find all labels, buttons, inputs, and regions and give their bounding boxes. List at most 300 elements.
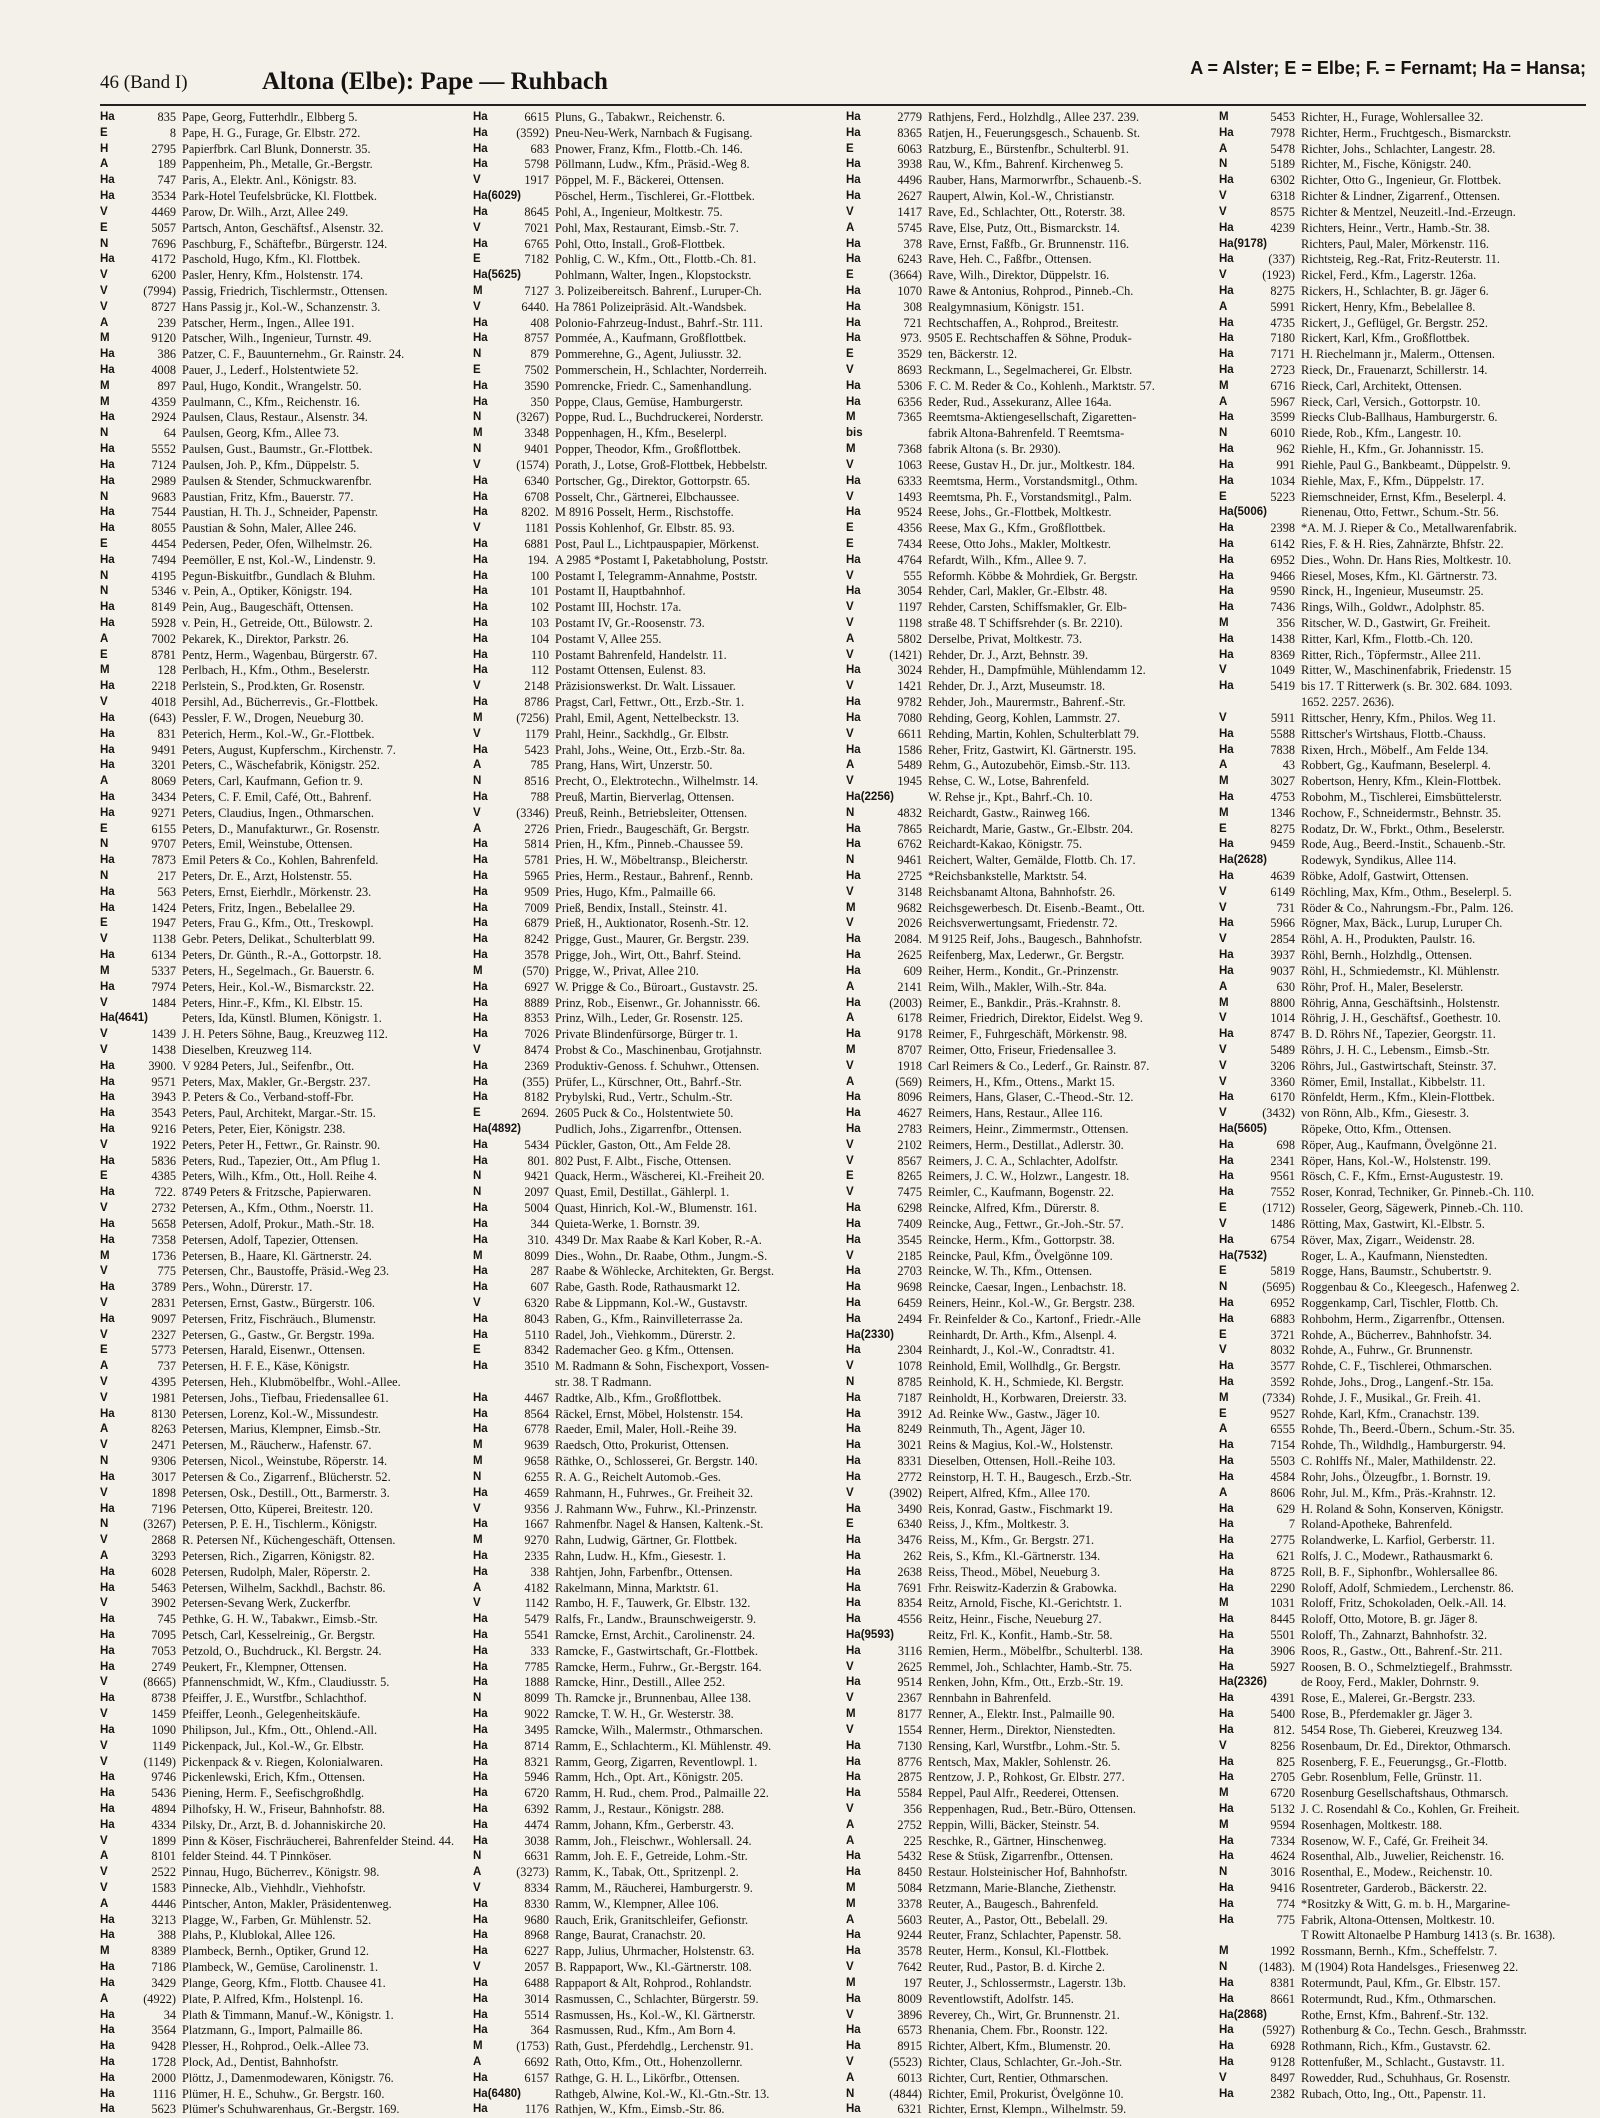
entry-text: Petersen, Chr., Baustoffe, Präsid.-Weg 23. — [182, 1264, 390, 1279]
entry-text: Raedsch, Otto, Prokurist, Ottensen. — [555, 1438, 729, 1453]
phone-number: 6340 — [897, 1517, 922, 1532]
entry-text: Reichsgewerbesch. Dt. Eisenb.-Beamt., Ott. — [928, 900, 1145, 915]
phone-number: 6298 — [897, 1201, 922, 1216]
phone-number: 4195 — [151, 568, 176, 583]
entry-text: Renner, A., Elektr. Inst., Palmaille 90. — [928, 1707, 1115, 1722]
phone-number: 262 — [903, 1548, 922, 1563]
exchange-code: Ha — [473, 980, 488, 993]
exchange-code: A — [846, 1834, 855, 1847]
exchange-code: Ha — [1219, 1470, 1234, 1483]
entry-text: Peters, H., Segelmach., Gr. Bauerstr. 6. — [182, 963, 375, 978]
directory-entry — [1219, 616, 1586, 632]
directory-entry — [1219, 1438, 1586, 1454]
directory-entry — [846, 1644, 1213, 1660]
directory-entry — [1219, 1343, 1586, 1359]
exchange-code: Ha — [100, 1818, 115, 1831]
entry-text: Polonio-Fahrzeug-Indust., Bahrf.-Str. 111. — [555, 315, 763, 330]
entry-text: R. Petersen Nf., Küchengeschäft, Ottensen. — [182, 1533, 396, 1548]
phone-number: 7552 — [1270, 1185, 1295, 1200]
exchange-code: Ha — [846, 300, 861, 313]
directory-entry — [1219, 711, 1586, 727]
exchange-code: M — [473, 1534, 483, 1547]
directory-entry — [473, 1533, 840, 1549]
directory-entry — [1219, 1596, 1586, 1612]
entry-text: Raabe & Wöhlecke, Architekten, Gr. Bergst. — [555, 1264, 775, 1279]
entry-text: 2605 Puck & Co., Holstentwiete 50. — [555, 1106, 734, 1121]
directory-entry — [473, 632, 840, 648]
phone-number: 6170 — [1270, 1090, 1295, 1105]
phone-number: 217 — [157, 869, 176, 883]
phone-number: 7494 — [151, 552, 176, 567]
directory-entry — [100, 1628, 467, 1644]
entry-text: Roggenbau & Co., Kleegesch., Hafenweg 2. — [1301, 1280, 1520, 1295]
phone-number: 8707 — [897, 1042, 922, 1057]
entry-text: Patzer, C. F., Bauunternehm., Gr. Rainstr. 24. — [182, 347, 405, 362]
entry-text: Rademacher Geo. g Kfm., Ottensen. — [555, 1343, 734, 1358]
entry-text: Rau, W., Kfm., Bahrenf. Kirchenweg 5. — [928, 157, 1124, 172]
entry-text: Pluns, G., Tabakwr., Reichenstr. 6. — [555, 110, 726, 124]
entry-text: Ramm, Hch., Opt. Art., Königstr. 205. — [555, 1770, 744, 1785]
directory-entry — [1219, 916, 1586, 932]
exchange-code: Ha — [473, 205, 488, 218]
directory-entry — [473, 1976, 840, 1992]
exchange-code: Ha — [100, 2071, 115, 2084]
exchange-code: Ha — [1219, 1091, 1234, 1104]
directory-entry — [100, 2023, 467, 2039]
entry-text: Riesel, Moses, Kfm., Kl. Gärtnerstr. 73. — [1301, 568, 1498, 583]
directory-entry — [100, 837, 467, 853]
phone-number: 2783 — [897, 1122, 922, 1136]
exchange-code: Ha — [846, 696, 861, 709]
exchange-code: M — [100, 332, 110, 345]
exchange-code: Ha — [846, 1945, 861, 1958]
directory-entry — [846, 632, 1213, 648]
exchange-code: Ha — [100, 474, 115, 487]
exchange-code: Ha — [473, 1328, 488, 1341]
directory-entry — [1219, 1565, 1586, 1581]
phone-number: 2705 — [1270, 1770, 1295, 1785]
exchange-code: Ha — [1219, 1028, 1234, 1041]
phone-number: 8645 — [524, 204, 549, 219]
directory-entry — [1219, 110, 1586, 126]
exchange-code: Ha — [1219, 348, 1234, 361]
entry-text: Rickers, H., Schlachter, B. gr. Jäger 6. — [1301, 283, 1489, 298]
directory-entry — [846, 1755, 1213, 1771]
entry-text: Richtsteig, Reg.-Rat, Fritz-Reuterstr. 11. — [1301, 252, 1500, 267]
exchange-code: N — [100, 1455, 109, 1468]
page-number: 46 (Band I) — [100, 72, 188, 93]
entry-text: Rieck, Carl, Architekt, Ottensen. — [1301, 378, 1462, 393]
directory-entry — [846, 1691, 1213, 1707]
exchange-code: Ha — [100, 980, 115, 993]
directory-entry — [846, 727, 1213, 743]
exchange-code: E — [100, 648, 108, 661]
directory-entry — [846, 663, 1213, 679]
directory-entry — [473, 1059, 840, 1075]
phone-number — [1259, 1249, 1301, 1265]
entry-text: Roloff, Th., Zahnarzt, Bahnhofstr. 32. — [1301, 1628, 1488, 1642]
phone-number: 835 — [157, 110, 176, 124]
exchange-code: V — [100, 996, 108, 1009]
exchange-code: A — [100, 158, 109, 171]
exchange-code: Ha — [1219, 1186, 1234, 1199]
phone-number: 737 — [157, 1359, 176, 1374]
phone-number: 5798 — [524, 157, 549, 172]
entry-text: Peters, Paul, Architekt, Margar.-Str. 15. — [182, 1106, 376, 1121]
phone-number: 5419 — [1270, 679, 1295, 694]
directory-entry — [1219, 806, 1586, 822]
entry-text: Pries, Herm., Restaur., Bahrenf., Rennb. — [555, 869, 754, 883]
directory-entry — [100, 1976, 467, 1992]
exchange-code: Ha — [846, 1233, 861, 1246]
phone-number: 9746 — [151, 1770, 176, 1785]
phone-number — [1259, 853, 1301, 869]
exchange-code: E — [100, 822, 108, 835]
phone-number: 8738 — [151, 1691, 176, 1706]
phone-number: 197 — [903, 1975, 922, 1990]
directory-entry — [100, 410, 467, 426]
exchange-code: V — [473, 1502, 481, 1515]
exchange-code: M — [100, 964, 110, 977]
phone-number: 2290 — [1270, 1580, 1295, 1595]
phone-number: 8450 — [897, 1865, 922, 1880]
exchange-code: Ha — [1219, 458, 1234, 471]
directory-entry — [100, 173, 467, 189]
phone-number: 8330 — [524, 1896, 549, 1911]
exchange-code: V — [846, 775, 854, 788]
phone-number: 1728 — [151, 2054, 176, 2069]
phone-number: (3267) — [516, 410, 549, 425]
entry-text: Pasler, Henry, Kfm., Holstenstr. 174. — [182, 268, 364, 283]
directory-entry — [1219, 553, 1586, 569]
directory-entry — [100, 1549, 467, 1565]
exchange-code: Ha — [100, 1470, 115, 1483]
phone-number: 9037 — [1270, 963, 1295, 978]
exchange-code: V — [846, 648, 854, 661]
phone-number: 5004 — [524, 1201, 549, 1216]
entry-text: Plümer's Schuhwarenhaus, Gr.-Bergstr. 169. — [182, 2102, 400, 2117]
phone-number: 8786 — [524, 695, 549, 710]
directory-entry — [1219, 569, 1586, 585]
phone-number: 8354 — [897, 1596, 922, 1611]
exchange-code: Ha — [100, 1787, 115, 1800]
entry-text: Reinhold, Emil, Wollhdlg., Gr. Bergstr. — [928, 1359, 1121, 1374]
entry-text: H. Roland & Sohn, Konserven, Königstr. — [1301, 1501, 1504, 1516]
phone-number: 9683 — [151, 489, 176, 504]
phone-number: 8369 — [1270, 647, 1295, 662]
exchange-code: V — [100, 284, 108, 297]
exchange-code — [473, 1375, 513, 1391]
exchange-code: N — [473, 1692, 482, 1705]
entry-text: B. D. Röhrs Nf., Tapezier, Georgstr. 11. — [1301, 1027, 1496, 1042]
entry-text: Popper, Theodor, Kfm., Großflottbek. — [555, 442, 741, 457]
exchange-code: Ha — [1219, 2087, 1234, 2100]
exchange-code: E — [846, 1518, 854, 1531]
phone-number: 1417 — [897, 204, 922, 219]
exchange-code: Ha — [1219, 1755, 1234, 1768]
phone-number: 1197 — [897, 600, 922, 615]
directory-entry — [846, 347, 1213, 363]
phone-number: 2084. — [894, 932, 922, 947]
directory-entry — [1219, 632, 1586, 648]
exchange-code: Ha — [100, 443, 115, 456]
phone-number: 9421 — [524, 1169, 549, 1184]
entry-text: Petersen, Ernst, Gastw., Bürgerstr. 106. — [182, 1295, 375, 1310]
phone-number: 1486 — [1270, 1216, 1295, 1231]
entry-text: Post, Paul L., Lichtpauspapier, Mörkenst. — [555, 536, 760, 551]
phone-number: (7994) — [143, 283, 176, 298]
entry-text: Remien, Herm., Möbelfbr., Schulterbl. 138. — [928, 1643, 1143, 1658]
exchange-code: M — [100, 1249, 110, 1262]
phone-number: 2102 — [897, 1137, 922, 1152]
entry-text: Petersen, Heh., Klubmöbelfbr., Wohl.-Allee. — [182, 1375, 401, 1389]
directory-entry — [846, 1533, 1213, 1549]
phone-number: 2148 — [524, 679, 549, 694]
phone-number: 9466 — [1270, 568, 1295, 583]
phone-number: 9527 — [1270, 1406, 1295, 1421]
entry-text: Rentsch, Max, Makler, Sohlenstr. 26. — [928, 1754, 1111, 1769]
phone-number: 9416 — [1270, 1881, 1295, 1895]
entry-text: Plath & Timmann, Manuf.-W., Königstr. 1. — [182, 2007, 394, 2022]
phone-number: 3912 — [897, 1406, 922, 1421]
directory-entry — [100, 316, 467, 332]
entry-text: Poppe, Claus, Gemüse, Hamburgerstr. — [555, 394, 743, 409]
phone-number: 6720 — [524, 1786, 549, 1801]
exchange-code: N — [846, 806, 855, 819]
phone-number: 9428 — [151, 2039, 176, 2054]
directory-entry — [846, 300, 1213, 316]
directory-entry — [846, 2008, 1213, 2024]
directory-entry — [1219, 1454, 1586, 1470]
phone-number: 6142 — [1270, 536, 1295, 551]
phone-number: 8389 — [151, 1944, 176, 1959]
exchange-code: N — [100, 569, 109, 582]
exchange-code: Ha — [846, 506, 861, 519]
exchange-code: Ha — [1219, 949, 1234, 962]
entry-text: Reiss, M., Kfm., Gr. Bergstr. 271. — [928, 1533, 1095, 1548]
exchange-code: A — [846, 1913, 855, 1926]
directory-entry — [473, 379, 840, 395]
entry-text: Röhr, Prof. H., Maler, Beselerstr. — [1301, 979, 1464, 994]
directory-entry — [1219, 1786, 1586, 1802]
exchange-code: Ha — [100, 2055, 115, 2068]
entry-text: Rave, Ed., Schlachter, Ott., Roterstr. 38. — [928, 204, 1126, 219]
exchange-code: Ha — [1219, 1518, 1234, 1531]
phone-number: 801. — [527, 1153, 549, 1168]
entry-text: Plagge, W., Farben, Gr. Mühlenstr. 52. — [182, 1912, 372, 1927]
exchange-code: Ha — [846, 1929, 861, 1942]
phone-number: 3590 — [524, 378, 549, 393]
exchange-code: Ha — [100, 1565, 115, 1578]
exchange-code: Ha — [473, 506, 488, 519]
entry-text: Rapp, Julius, Uhrmacher, Holstenstr. 63. — [555, 1944, 755, 1959]
directory-entry — [473, 663, 840, 679]
directory-entry — [1219, 221, 1586, 237]
phone-number: 8567 — [897, 1153, 922, 1168]
directory-entry — [100, 347, 467, 363]
phone-number: 3476 — [897, 1533, 922, 1548]
directory-entry — [846, 1169, 1213, 1185]
phone-number: 7 — [1288, 1517, 1295, 1532]
entry-text: Rahmann, H., Fuhrwes., Gr. Freiheit 32. — [555, 1485, 754, 1500]
exchange-code: Ha — [846, 111, 861, 123]
phone-number: 1142 — [524, 1596, 549, 1611]
directory-entry — [100, 126, 467, 142]
phone-number: 7026 — [524, 1027, 549, 1042]
entry-text: Postamt I, Telegramm-Annahme, Poststr. — [555, 568, 758, 583]
exchange-code: V — [846, 1059, 854, 1072]
phone-number: 308 — [903, 299, 922, 314]
phone-number: 8725 — [1270, 1564, 1295, 1579]
phone-number: 4894 — [151, 1801, 176, 1816]
directory-entry — [100, 711, 467, 727]
exchange-code: E — [100, 917, 108, 930]
entry-text: J. Rahmann Ww., Fuhrw., Kl.-Prinzenstr. — [555, 1501, 758, 1516]
directory-entry — [846, 932, 1213, 948]
directory-entry — [473, 1328, 840, 1344]
directory-entry — [846, 1976, 1213, 1992]
entry-text: Plahs, P., Klublokal, Allee 126. — [182, 1928, 336, 1943]
phone-number: 5966 — [1270, 916, 1295, 931]
phone-number: 5814 — [524, 837, 549, 852]
phone-number: 338 — [530, 1564, 549, 1579]
directory-entry — [100, 237, 467, 253]
exchange-code: Ha — [846, 1296, 861, 1309]
exchange-code: Ha — [846, 1866, 861, 1879]
entry-text: Richter, Emil, Prokurist, Övelgönne 10. — [928, 2086, 1124, 2101]
entry-text: Rode, Aug., Beerd.-Instit., Schauenb.-Str. — [1301, 837, 1506, 852]
entry-text: Reemtsma-Aktiengesellschaft, Zigaretten- — [928, 410, 1137, 425]
entry-text: Pfeiffer, Leonh., Gelegenheitskäufe. — [182, 1707, 361, 1722]
entry-text: Ries, F. & H. Ries, Zahnärzte, Bhfstr. 22. — [1301, 536, 1504, 551]
phone-number: 3378 — [897, 1896, 922, 1911]
exchange-code: Ha — [1219, 1455, 1234, 1468]
directory-entry — [100, 553, 467, 569]
phone-number: 5501 — [1270, 1628, 1295, 1642]
entry-text: Rehder, Dr. J., Arzt, Behnstr. 39. — [928, 647, 1089, 662]
entry-text: Röhl, H., Schmiedemstr., Kl. Mühlenstr. — [1301, 963, 1500, 978]
directory-entry — [1219, 1992, 1586, 2008]
directory-entry — [473, 157, 840, 173]
entry-text: Pragst, Carl, Fettwr., Ott., Erzb.-Str. 1. — [555, 695, 745, 710]
entry-text: Petersen, G., Gastw., Gr. Bergstr. 199a. — [182, 1327, 375, 1342]
exchange-code: V — [100, 1391, 108, 1404]
directory-entry — [473, 316, 840, 332]
phone-number: 3116 — [897, 1643, 922, 1658]
phone-number: 6631 — [524, 1849, 549, 1864]
entry-text: Prigge, Joh., Wirt, Ott., Bahrf. Steind. — [555, 948, 742, 963]
phone-number: 3014 — [524, 1991, 549, 2006]
exchange-code: A — [100, 1549, 109, 1562]
phone-number: 3578 — [897, 1944, 922, 1959]
entry-text: Petersen, H. F. E., Käse, Königstr. — [182, 1359, 350, 1374]
entry-text: Ha 7861 Polizeipräsid. Alt.-Wandsbek. — [555, 299, 747, 314]
exchange-code: Ha — [100, 253, 115, 266]
exchange-code: V — [473, 300, 481, 313]
directory-entry — [846, 284, 1213, 300]
phone-number: 8606 — [1270, 1485, 1295, 1500]
entry-text: Prahl, Heinr., Sackhdlg., Gr. Elbstr. — [555, 726, 729, 741]
exchange-code: E — [100, 1170, 108, 1183]
entry-text: Röper, Aug., Kaufmann, Övelgönne 21. — [1301, 1137, 1497, 1152]
directory-entry — [1219, 1881, 1586, 1897]
phone-number: 3592 — [1270, 1375, 1295, 1389]
directory-entry — [100, 1502, 467, 1518]
phone-number: 4385 — [151, 1169, 176, 1184]
directory-entry — [473, 1865, 840, 1881]
entry-text: Präzisionswerkst. Dr. Walt. Lissauer. — [555, 679, 736, 694]
directory-entry — [846, 1549, 1213, 1565]
exchange-code: A — [100, 1897, 109, 1910]
directory-entry — [1219, 1185, 1586, 1201]
directory-entry — [473, 2055, 840, 2071]
directory-entry — [473, 1691, 840, 1707]
entry-text: Rohde, Th., Wildhdlg., Hamburgerstr. 94. — [1301, 1438, 1506, 1453]
phone-number: (1421) — [889, 647, 922, 662]
entry-text: Rothe, Ernst, Kfm., Bahrenf.-Str. 132. — [1301, 2007, 1489, 2022]
exchange-code: V — [846, 1961, 854, 1974]
exchange-code: Ha — [100, 1660, 115, 1673]
entry-text: J. C. Rosendahl & Co., Kohlen, Gr. Freiheit. — [1301, 1801, 1520, 1816]
directory-entry — [846, 2102, 1213, 2118]
entry-text: Reiher, Herm., Kondit., Gr.-Prinzenstr. — [928, 963, 1119, 978]
phone-number: 8353 — [524, 1011, 549, 1026]
directory-entry — [473, 347, 840, 363]
entry-text: Pöschel, Herm., Tischlerei, Gr.-Flottbek. — [555, 189, 755, 204]
exchange-code: Ha(5625) — [473, 269, 521, 282]
entry-text: Reimers, Herm., Destillat., Adlerstr. 30. — [928, 1137, 1124, 1152]
phone-number — [886, 790, 928, 806]
directory-entry — [100, 426, 467, 442]
directory-entry — [846, 1628, 1213, 1644]
entry-text: Rabe & Lippmann, Kol.-W., Gustavstr. — [555, 1295, 748, 1310]
exchange-code: V — [473, 806, 481, 819]
exchange-code: A — [846, 1075, 855, 1088]
entry-text: Ralfs, Fr., Landw., Braunschweigerstr. 9. — [555, 1612, 757, 1627]
entry-text: Reuter, A., Baugesch., Bahrenfeld. — [928, 1896, 1099, 1911]
directory-entry — [846, 1913, 1213, 1929]
phone-number: 9022 — [524, 1707, 549, 1722]
exchange-code: Ha — [846, 1391, 861, 1404]
entry-text: Petersen, Nicol., Weinstube, Röperstr. 14. — [182, 1454, 388, 1469]
directory-entry — [100, 1755, 467, 1771]
directory-entry — [1219, 1391, 1586, 1407]
phone-number: 4584 — [1270, 1469, 1295, 1484]
entry-text: Fr. Reinfelder & Co., Kartonf., Friedr.-Alle — [928, 1311, 1141, 1326]
phone-number: 897 — [157, 378, 176, 393]
exchange-code: Ha — [1219, 1613, 1234, 1626]
exchange-code: Ha — [846, 174, 861, 187]
entry-text: Partsch, Anton, Geschäftsf., Alsenstr. 32. — [182, 220, 384, 235]
entry-text: Reiss, J., Kfm., Moltkestr. 3. — [928, 1517, 1070, 1532]
directory-entry — [100, 1660, 467, 1676]
entry-text: Dieselben, Kreuzweg 114. — [182, 1042, 312, 1057]
exchange-code: Ha — [100, 2087, 115, 2100]
entry-text: Reichardt, Gastw., Rainweg 166. — [928, 805, 1091, 820]
exchange-code: Ha — [100, 1312, 115, 1325]
directory-entry — [1219, 1913, 1586, 1929]
phone-number: (643) — [149, 710, 176, 725]
phone-number: 5927 — [1270, 1659, 1295, 1674]
exchange-code: Ha — [1219, 1534, 1234, 1547]
exchange-code: Ha — [846, 1265, 861, 1278]
directory-entry — [473, 948, 840, 964]
exchange-code: V — [846, 1802, 854, 1815]
entry-text: Peters, Hinr.-F., Kfm., Kl. Elbstr. 15. — [182, 995, 363, 1010]
directory-entry — [1219, 1897, 1586, 1913]
phone-number: 5223 — [1270, 489, 1295, 504]
phone-number: 2141 — [897, 979, 922, 994]
